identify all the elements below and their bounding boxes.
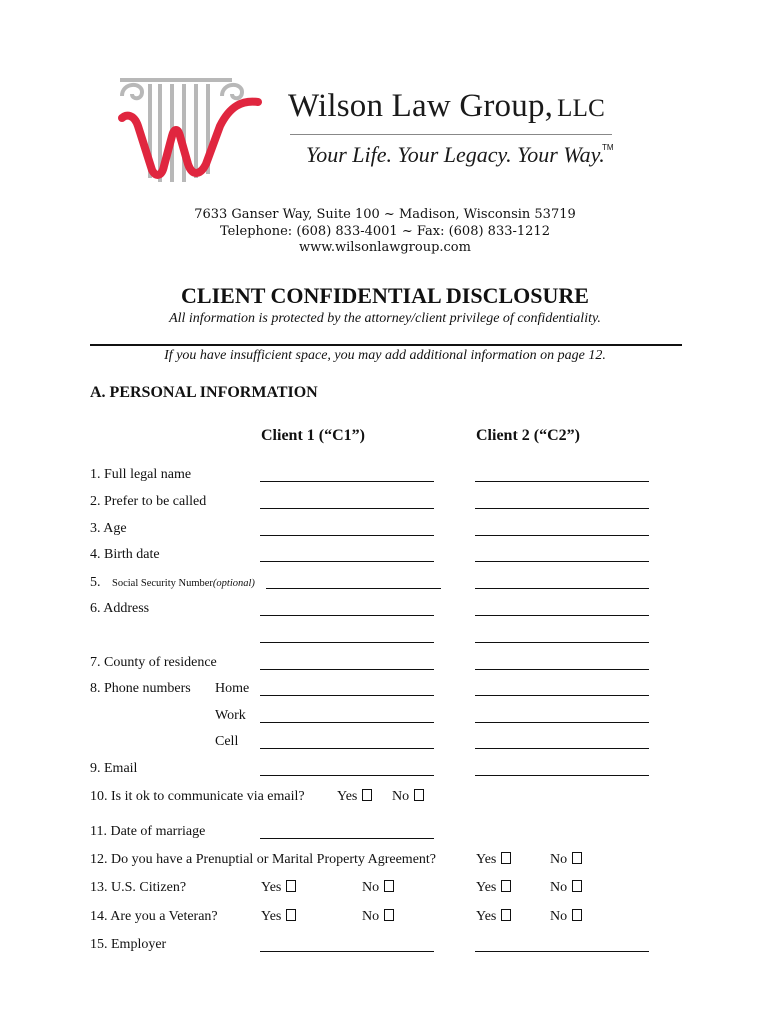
phone-label: 8. Phone numbers [90,681,191,696]
email-ok-no[interactable] [392,789,424,805]
veteran-c1-no[interactable] [362,909,394,925]
email-ok-label: 10. Is it ok to communicate via email? [90,789,305,804]
phone-work-label: Work [215,708,246,723]
address-c1-field-2[interactable] [260,642,434,643]
checkbox-icon[interactable] [286,909,296,921]
tagline: Your Life. Your Legacy. Your Way. [306,142,605,167]
prenup-no[interactable] [550,852,582,868]
ssn-label-text: Social Security Number [112,578,213,589]
website: www.wilsonlawgroup.com [299,240,471,255]
phone-cell-label: Cell [215,734,239,749]
firm-name [288,88,605,125]
ssn-number: 5. [90,575,101,590]
yes-label: Yes [261,909,282,924]
citizen-label: 13. U.S. Citizen? [90,880,187,895]
prefer-called-c1-field[interactable] [260,508,434,509]
date-marriage-field[interactable] [260,838,434,839]
veteran-c1-yes[interactable] [261,909,296,925]
checkbox-icon[interactable] [414,789,424,801]
ssn-label [90,575,255,591]
no-label: No [550,852,568,867]
employer-c1-field[interactable] [260,951,434,952]
birth-date-c2-field[interactable] [475,561,649,562]
firm-suffix: LLC [557,95,605,122]
veteran-c2-yes[interactable] [476,909,511,925]
no-label: No [362,909,380,924]
checkbox-icon[interactable] [501,852,511,864]
citizen-c2-yes[interactable] [476,880,511,896]
document-subtitle: All information is protected by the attorney/client privilege of confidentiality. [169,311,601,326]
ssn-c2-field[interactable] [475,588,649,589]
birth-date-c1-field[interactable] [260,561,434,562]
address-label: 6. Address [90,601,150,616]
space-note: If you have insufficient space, you may add additional information on page 12. [164,348,606,363]
firm-logo [112,78,272,188]
address-c2-field-1[interactable] [475,615,649,616]
title-divider [90,344,682,346]
section-heading: A. PERSONAL INFORMATION [90,384,318,401]
phone-cell-c2-field[interactable] [475,748,649,749]
yes-label: Yes [476,909,497,924]
yes-label: Yes [261,880,282,895]
ssn-c1-field[interactable] [266,588,441,589]
age-c1-field[interactable] [260,535,434,536]
yes-label: Yes [476,880,497,895]
checkbox-icon[interactable] [572,909,582,921]
prenup-label: 12. Do you have a Prenuptial or Marital Property Agreement? [90,852,437,867]
employer-c2-field[interactable] [475,951,649,952]
citizen-c1-no[interactable] [362,880,394,896]
prefer-called-c2-field[interactable] [475,508,649,509]
no-label: No [550,909,568,924]
date-marriage-label: 11. Date of marriage [90,824,206,839]
ssn-optional: (optional) [212,578,255,589]
veteran-c2-no[interactable] [550,909,582,925]
address-c1-field-1[interactable] [260,615,434,616]
checkbox-icon[interactable] [572,852,582,864]
checkbox-icon[interactable] [501,909,511,921]
phone-line: Telephone: (608) 833-4001 ~ Fax: (608) 833-1212 [220,224,550,239]
column-w-logo-icon [112,78,272,188]
full-legal-name-label: 1. Full legal name [90,467,192,482]
full-legal-name-c1-field[interactable] [260,481,434,482]
no-label: No [550,880,568,895]
phone-home-c1-field[interactable] [260,695,434,696]
citizen-c1-yes[interactable] [261,880,296,896]
veteran-label: 14. Are you a Veteran? [90,909,218,924]
address-line: 7633 Ganser Way, Suite 100 ~ Madison, Wisconsin 53719 [194,207,576,222]
employer-label: 15. Employer [90,937,167,952]
checkbox-icon[interactable] [384,880,394,892]
age-label: 3. Age [90,521,127,536]
phone-work-c1-field[interactable] [260,722,434,723]
yes-label: Yes [476,852,497,867]
client2-header: Client 2 (“C2”) [476,427,580,444]
email-ok-yes[interactable] [337,789,372,805]
firm-divider [290,134,612,135]
phone-home-label: Home [215,681,250,696]
client1-header: Client 1 (“C1”) [261,427,365,444]
phone-work-c2-field[interactable] [475,722,649,723]
email-c2-field[interactable] [475,775,649,776]
trademark-mark: TM [602,143,614,152]
checkbox-icon[interactable] [384,909,394,921]
phone-home-c2-field[interactable] [475,695,649,696]
checkbox-icon[interactable] [572,880,582,892]
document-title: CLIENT CONFIDENTIAL DISCLOSURE [181,283,589,308]
no-label: No [392,789,410,804]
phone-cell-c1-field[interactable] [260,748,434,749]
citizen-c2-no[interactable] [550,880,582,896]
email-label: 9. Email [90,761,138,776]
prenup-yes[interactable] [476,852,511,868]
full-legal-name-c2-field[interactable] [475,481,649,482]
county-c2-field[interactable] [475,669,649,670]
firm-name-text: Wilson Law Group, [288,88,554,124]
email-c1-field[interactable] [260,775,434,776]
birth-date-label: 4. Birth date [90,547,160,562]
prefer-called-label: 2. Prefer to be called [90,494,207,509]
checkbox-icon[interactable] [501,880,511,892]
checkbox-icon[interactable] [362,789,372,801]
address-c2-field-2[interactable] [475,642,649,643]
no-label: No [362,880,380,895]
county-c1-field[interactable] [260,669,434,670]
checkbox-icon[interactable] [286,880,296,892]
yes-label: Yes [337,789,358,804]
county-label: 7. County of residence [90,655,217,670]
age-c2-field[interactable] [475,535,649,536]
